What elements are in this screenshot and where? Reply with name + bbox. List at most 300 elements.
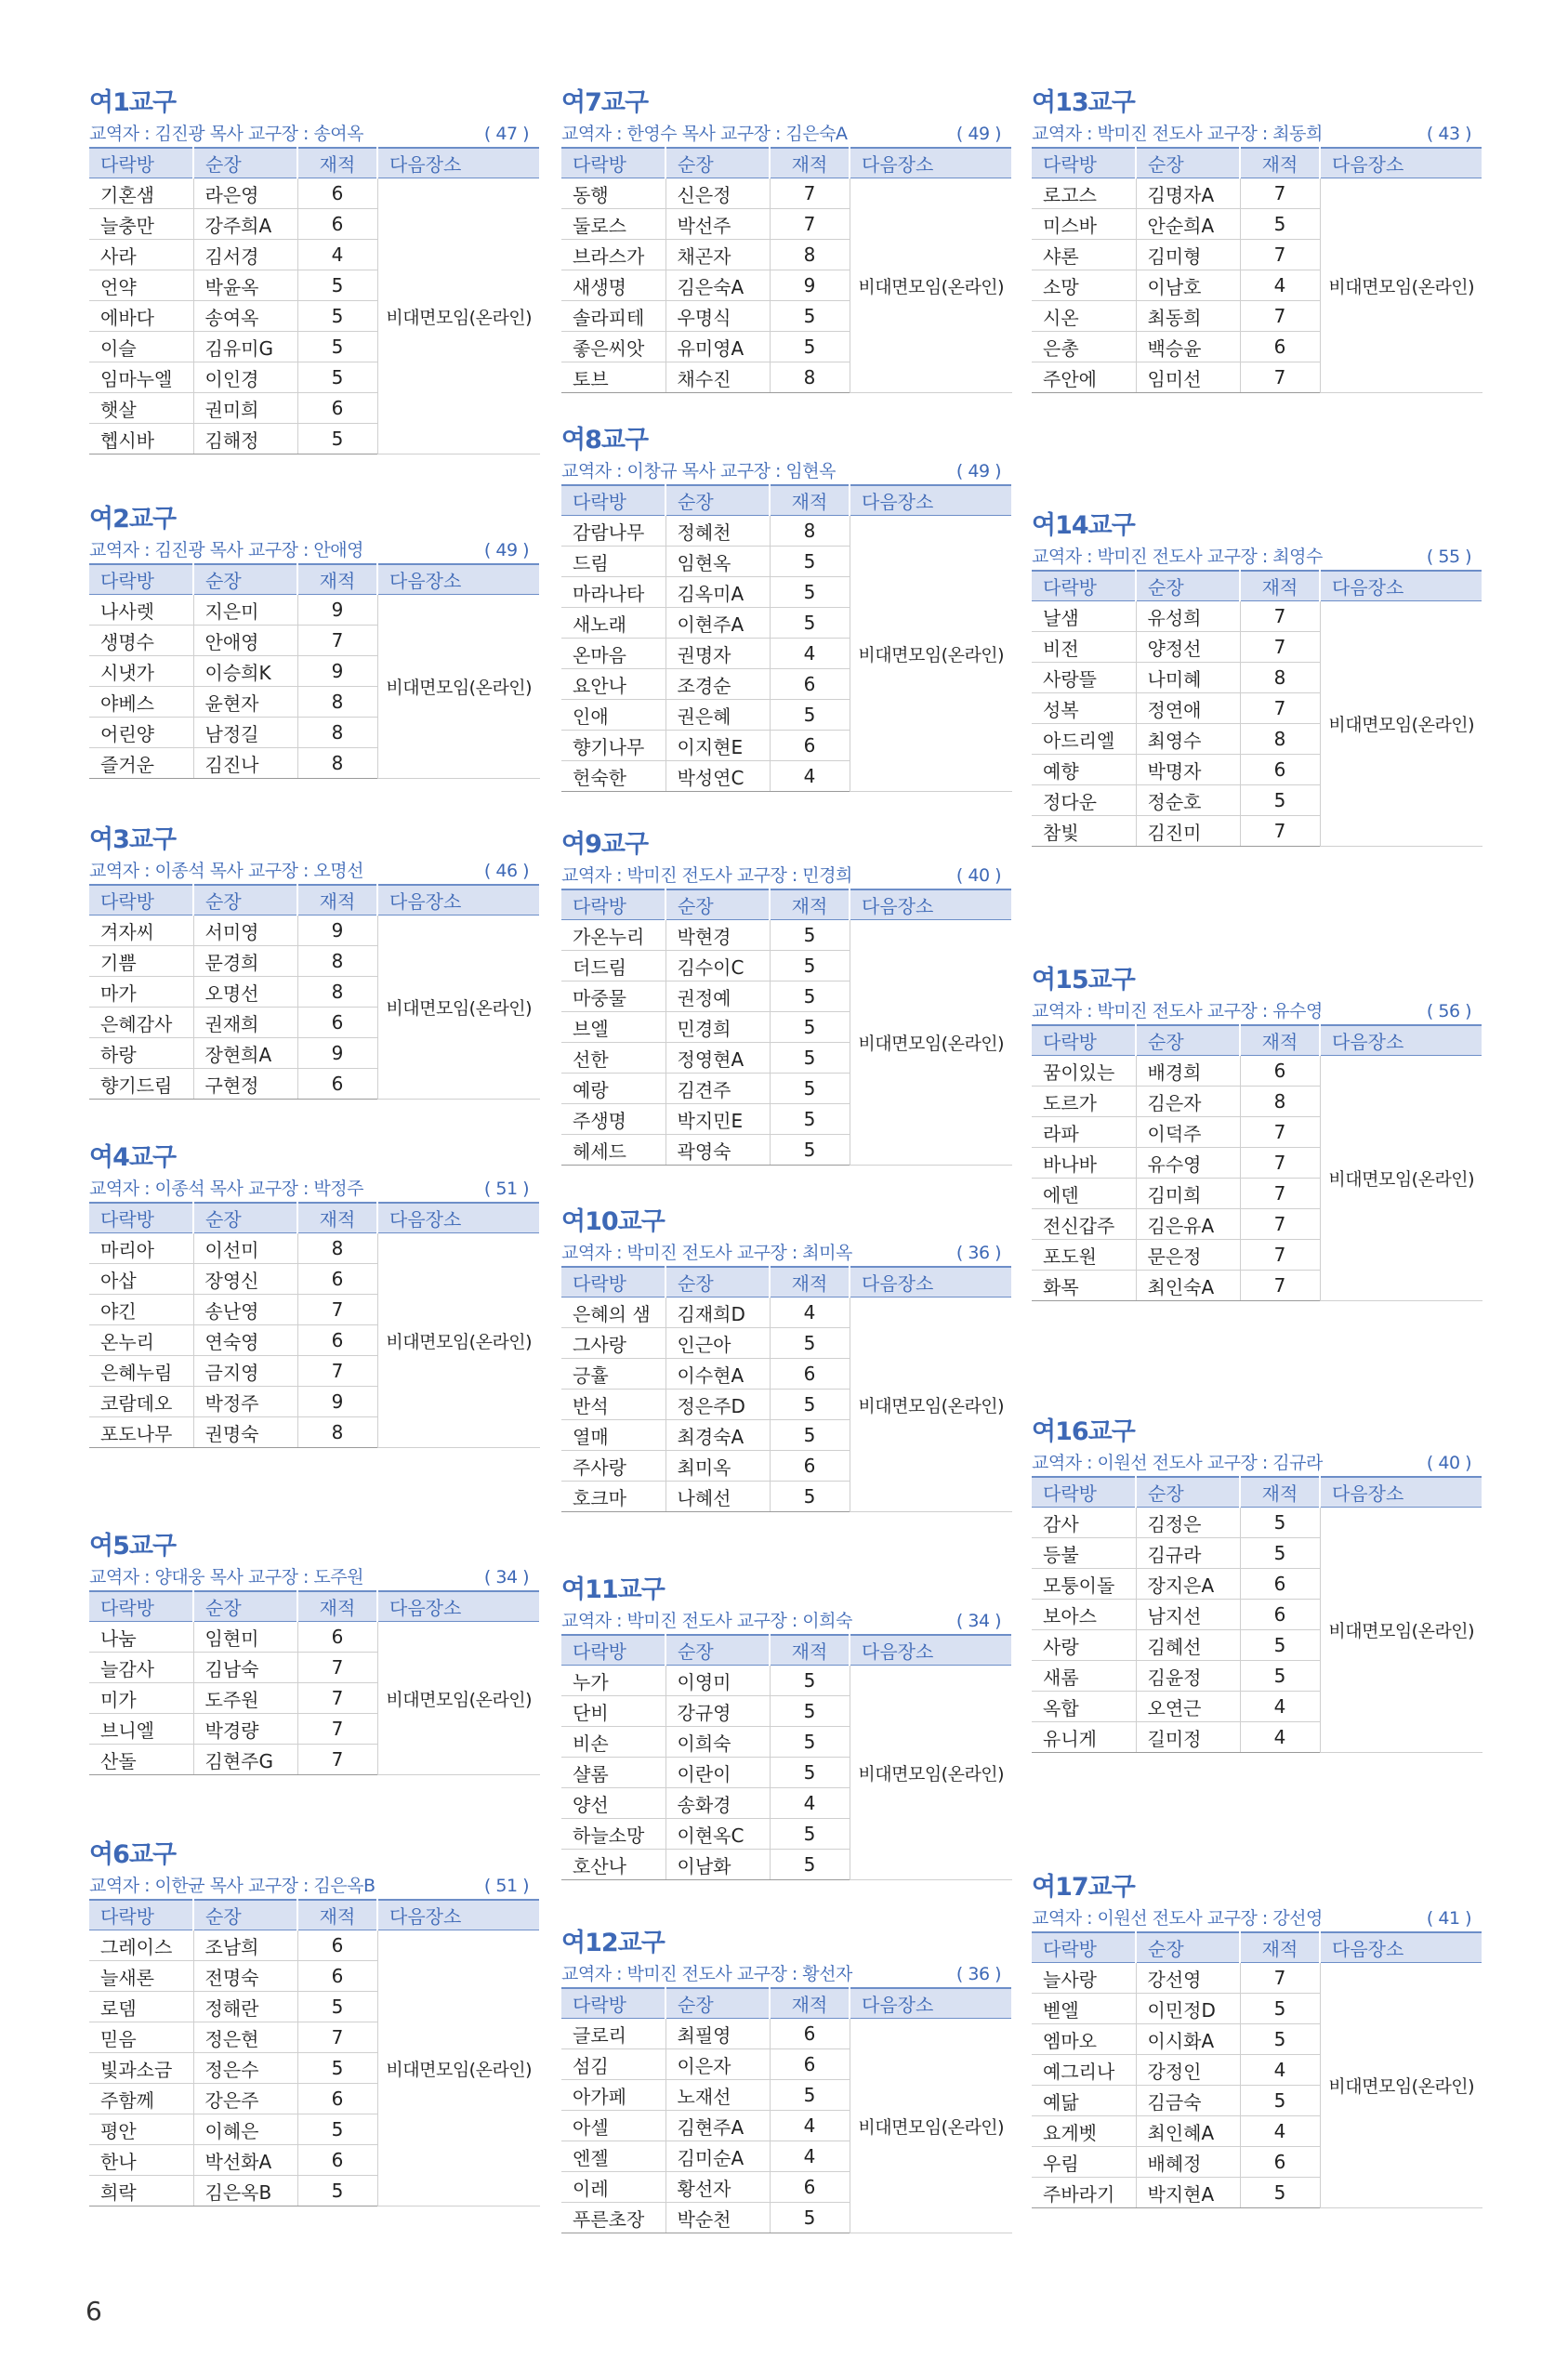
room-name: 브라스가 <box>561 240 665 270</box>
header-leader: 순장 <box>193 1900 297 1930</box>
enrolled-count: 6 <box>1240 2147 1320 2178</box>
room-name: 양선 <box>561 1788 665 1819</box>
district-staff-text: 교역자 : 박미진 전도사 교구장 : 황선자 <box>561 1964 852 1984</box>
enrolled-count: 6 <box>297 2145 377 2176</box>
room-name: 둘로스 <box>561 209 665 240</box>
enrolled-count: 5 <box>297 424 377 454</box>
leader-name: 이현주A <box>665 608 770 639</box>
leader-name: 김미순A <box>665 2141 770 2172</box>
room-name: 드림 <box>561 547 665 577</box>
district-table <box>561 1634 1013 1880</box>
header-place: 다음장소 <box>850 1635 1012 1666</box>
enrolled-count: 5 <box>770 1758 850 1788</box>
next-meeting-place: 비대면모임(온라인) <box>377 916 540 1100</box>
district-table <box>561 889 1013 1166</box>
leader-name: 최인숙A <box>1136 1271 1240 1301</box>
leader-name: 이덕주 <box>1136 1117 1240 1148</box>
leader-name: 김진미 <box>1136 816 1240 847</box>
district-staff <box>1032 998 1482 1024</box>
leader-name: 오명선 <box>193 977 297 1008</box>
room-name: 마중물 <box>561 981 665 1012</box>
enrolled-count: 9 <box>297 595 377 626</box>
table-row <box>561 1298 1012 1328</box>
table-header-row <box>89 148 540 178</box>
leader-name: 금지영 <box>193 1356 297 1387</box>
header-place: 다음장소 <box>850 889 1012 920</box>
district-member-count: ( 46 ) <box>483 861 529 881</box>
district-member-count: ( 51 ) <box>483 1179 529 1199</box>
room-name: 감사 <box>1032 1508 1136 1538</box>
room-name: 즐거운 <box>89 748 193 779</box>
enrolled-count: 6 <box>1240 1569 1320 1600</box>
district-block <box>561 1205 1012 1512</box>
leader-name: 남지선 <box>1136 1600 1240 1630</box>
room-name: 햇살 <box>89 393 193 424</box>
header-leader: 순장 <box>193 1203 297 1233</box>
header-place: 다음장소 <box>850 1267 1012 1298</box>
enrolled-count: 5 <box>297 362 377 393</box>
room-name: 야긴 <box>89 1295 193 1325</box>
leader-name: 황선자 <box>665 2172 770 2203</box>
enrolled-count: 5 <box>1240 1508 1320 1538</box>
district-staff-text: 교역자 : 한영수 목사 교구장 : 김은숙A <box>561 124 848 144</box>
table-row <box>561 920 1012 951</box>
enrolled-count: 7 <box>1240 1240 1320 1271</box>
leader-name: 김은숙A <box>665 270 770 301</box>
header-place: 다음장소 <box>850 485 1012 516</box>
header-place: 다음장소 <box>850 1988 1012 2019</box>
table-row <box>89 1622 540 1653</box>
next-meeting-place: 비대면모임(온라인) <box>377 178 540 454</box>
district-title: 여8교구 <box>561 426 649 454</box>
room-name: 요안나 <box>561 669 665 700</box>
table-row <box>561 1666 1012 1696</box>
header-room: 다락방 <box>1032 1477 1136 1508</box>
room-name: 라파 <box>1032 1117 1136 1148</box>
district-member-count: ( 34 ) <box>955 1611 1001 1631</box>
room-name: 브엘 <box>561 1012 665 1043</box>
leader-name: 전명숙 <box>193 1961 297 1992</box>
enrolled-count: 6 <box>297 1264 377 1295</box>
enrolled-count: 4 <box>770 1298 850 1328</box>
district-member-count: ( 49 ) <box>483 540 529 560</box>
district-member-count: ( 49 ) <box>955 461 1001 481</box>
district-staff <box>561 1240 1012 1266</box>
header-place: 다음장소 <box>1320 571 1482 601</box>
enrolled-count: 5 <box>1240 1630 1320 1661</box>
enrolled-count: 6 <box>297 1008 377 1038</box>
district-table <box>89 884 541 1100</box>
header-room: 다락방 <box>89 1203 193 1233</box>
leader-name: 이지현E <box>665 731 770 761</box>
header-leader: 순장 <box>665 148 770 178</box>
enrolled-count: 6 <box>770 2172 850 2203</box>
room-name: 어린양 <box>89 718 193 748</box>
leader-name: 김수이C <box>665 951 770 981</box>
header-count: 재적 <box>297 1203 377 1233</box>
leader-name: 노재선 <box>665 2080 770 2111</box>
enrolled-count: 5 <box>770 577 850 608</box>
leader-name: 오연근 <box>1136 1692 1240 1722</box>
enrolled-count: 5 <box>1240 1994 1320 2024</box>
table-row <box>89 178 540 209</box>
table-row <box>561 2019 1012 2049</box>
district-staff <box>1032 1450 1482 1476</box>
enrolled-count: 5 <box>297 2114 377 2145</box>
enrolled-count: 5 <box>297 270 377 301</box>
enrolled-count: 7 <box>297 626 377 656</box>
leader-name: 박현경 <box>665 920 770 951</box>
room-name: 벧엘 <box>1032 1994 1136 2024</box>
header-place: 다음장소 <box>1320 1932 1482 1963</box>
district-member-count: ( 55 ) <box>1426 547 1471 567</box>
next-meeting-place: 비대면모임(온라인) <box>850 1298 1012 1512</box>
next-meeting-place: 비대면모임(온라인) <box>1320 1963 1482 2208</box>
table-row <box>1032 1056 1482 1087</box>
enrolled-count: 8 <box>770 240 850 270</box>
district-block <box>1032 963 1482 1301</box>
leader-name: 조경순 <box>665 669 770 700</box>
district-block <box>561 827 1012 1166</box>
header-count: 재적 <box>297 564 377 595</box>
leader-name: 구현정 <box>193 1069 297 1100</box>
enrolled-count: 5 <box>770 1012 850 1043</box>
leader-name: 이은자 <box>665 2049 770 2080</box>
leader-name: 박명자 <box>1136 755 1240 785</box>
enrolled-count: 5 <box>770 920 850 951</box>
leader-name: 권미희 <box>193 393 297 424</box>
table-header-row <box>561 485 1012 516</box>
enrolled-count: 5 <box>770 1074 850 1104</box>
enrolled-count: 4 <box>770 761 850 792</box>
room-name: 언약 <box>89 270 193 301</box>
enrolled-count: 8 <box>297 1417 377 1448</box>
room-name: 인애 <box>561 700 665 731</box>
room-name: 호산나 <box>561 1850 665 1880</box>
table-header-row <box>561 889 1012 920</box>
table-header-row <box>561 1267 1012 1298</box>
enrolled-count: 7 <box>1240 178 1320 209</box>
header-leader: 순장 <box>1136 1025 1240 1056</box>
leader-name: 장지은A <box>1136 1569 1240 1600</box>
header-place: 다음장소 <box>377 885 540 916</box>
district-staff-text: 교역자 : 박미진 전도사 교구장 : 최미옥 <box>561 1243 852 1263</box>
district-title: 여9교구 <box>561 830 649 859</box>
room-name: 열매 <box>561 1420 665 1451</box>
enrolled-count: 7 <box>297 1745 377 1775</box>
header-count: 재적 <box>297 148 377 178</box>
district-block <box>561 1926 1012 2233</box>
leader-name: 지은미 <box>193 595 297 626</box>
enrolled-count: 7 <box>1240 601 1320 632</box>
enrolled-count: 4 <box>1240 1722 1320 1753</box>
enrolled-count: 5 <box>770 1727 850 1758</box>
page-number: 6 <box>86 2296 102 2326</box>
leader-name: 길미정 <box>1136 1722 1240 1753</box>
room-name: 로고스 <box>1032 178 1136 209</box>
header-room: 다락방 <box>561 1267 665 1298</box>
room-name: 단비 <box>561 1696 665 1727</box>
header-leader: 순장 <box>193 1591 297 1622</box>
enrolled-count: 4 <box>770 2111 850 2141</box>
enrolled-count: 5 <box>770 700 850 731</box>
leader-name: 강선영 <box>1136 1963 1240 1994</box>
room-name: 유니게 <box>1032 1722 1136 1753</box>
room-name: 보아스 <box>1032 1600 1136 1630</box>
leader-name: 송화경 <box>665 1788 770 1819</box>
enrolled-count: 6 <box>297 1930 377 1961</box>
district-staff-text: 교역자 : 이창규 목사 교구장 : 임현옥 <box>561 461 836 481</box>
header-leader: 순장 <box>1136 571 1240 601</box>
enrolled-count: 5 <box>1240 2178 1320 2208</box>
district-title: 여4교구 <box>89 1143 177 1172</box>
header-count: 재적 <box>297 1900 377 1930</box>
district-title: 여13교구 <box>1032 88 1135 117</box>
enrolled-count: 7 <box>297 1653 377 1683</box>
enrolled-count: 6 <box>297 1961 377 1992</box>
room-name: 늘사랑 <box>1032 1963 1136 1994</box>
table-row <box>89 1930 540 1961</box>
table-row <box>1032 178 1482 209</box>
leader-name: 김규라 <box>1136 1538 1240 1569</box>
room-name: 반석 <box>561 1390 665 1420</box>
next-meeting-place: 비대면모임(온라인) <box>377 1233 540 1448</box>
room-name: 시냇가 <box>89 656 193 687</box>
room-name: 기쁨 <box>89 946 193 977</box>
room-name: 로뎀 <box>89 1992 193 2022</box>
district-title: 여3교구 <box>89 825 177 854</box>
header-room: 다락방 <box>89 885 193 916</box>
leader-name: 김정은 <box>1136 1508 1240 1538</box>
room-name: 주안에 <box>1032 362 1136 393</box>
leader-name: 김명자A <box>1136 178 1240 209</box>
room-name: 생명수 <box>89 626 193 656</box>
enrolled-count: 7 <box>297 2022 377 2053</box>
room-name: 에덴 <box>1032 1179 1136 1209</box>
room-name: 믿음 <box>89 2022 193 2053</box>
enrolled-count: 7 <box>297 1295 377 1325</box>
district-table <box>561 147 1013 393</box>
leader-name: 최미옥 <box>665 1451 770 1482</box>
leader-name: 강규영 <box>665 1696 770 1727</box>
header-count: 재적 <box>770 485 850 516</box>
leader-name: 김남숙 <box>193 1653 297 1683</box>
leader-name: 박순천 <box>665 2203 770 2233</box>
district-staff-text: 교역자 : 박미진 전도사 교구장 : 유수영 <box>1032 1001 1323 1021</box>
room-name: 우림 <box>1032 2147 1136 2178</box>
room-name: 늘충만 <box>89 209 193 240</box>
leader-name: 신은정 <box>665 178 770 209</box>
district-title: 여2교구 <box>89 505 177 534</box>
leader-name: 정순호 <box>1136 785 1240 816</box>
leader-name: 우명식 <box>665 301 770 332</box>
next-meeting-place: 비대면모임(온라인) <box>850 920 1012 1166</box>
enrolled-count: 6 <box>297 1069 377 1100</box>
room-name: 평안 <box>89 2114 193 2145</box>
enrolled-count: 5 <box>770 547 850 577</box>
leader-name: 김은옥B <box>193 2176 297 2207</box>
room-name: 아드리엘 <box>1032 724 1136 755</box>
next-meeting-place: 비대면모임(온라인) <box>377 1930 540 2207</box>
district-table <box>561 1987 1013 2233</box>
table-row <box>1032 1508 1482 1538</box>
enrolled-count: 5 <box>1240 1661 1320 1692</box>
table-header-row <box>1032 571 1482 601</box>
district-staff-text: 교역자 : 박미진 전도사 교구장 : 민경희 <box>561 865 852 886</box>
header-count: 재적 <box>1240 1025 1320 1056</box>
next-meeting-place: 비대면모임(온라인) <box>377 1622 540 1775</box>
header-place: 다음장소 <box>377 1203 540 1233</box>
leader-name: 박선주 <box>665 209 770 240</box>
enrolled-count: 5 <box>1240 2086 1320 2116</box>
room-name: 화목 <box>1032 1271 1136 1301</box>
room-name: 동행 <box>561 178 665 209</box>
district-staff <box>89 121 540 147</box>
enrolled-count: 7 <box>1240 693 1320 724</box>
leader-name: 정은수 <box>193 2053 297 2084</box>
room-name: 향기나무 <box>561 731 665 761</box>
room-name: 은혜감사 <box>89 1008 193 1038</box>
enrolled-count: 5 <box>770 301 850 332</box>
leader-name: 이희숙 <box>665 1727 770 1758</box>
leader-name: 정연애 <box>1136 693 1240 724</box>
enrolled-count: 6 <box>770 2019 850 2049</box>
room-name: 겨자씨 <box>89 916 193 946</box>
room-name: 마리아 <box>89 1233 193 1264</box>
header-room: 다락방 <box>1032 571 1136 601</box>
leader-name: 서미영 <box>193 916 297 946</box>
room-name: 임마누엘 <box>89 362 193 393</box>
enrolled-count: 4 <box>1240 270 1320 301</box>
district-staff <box>561 458 1012 484</box>
header-place: 다음장소 <box>1320 1025 1482 1056</box>
leader-name: 강은주 <box>193 2084 297 2114</box>
room-name: 좋은씨앗 <box>561 332 665 362</box>
leader-name: 도주원 <box>193 1683 297 1714</box>
leader-name: 인근아 <box>665 1328 770 1359</box>
enrolled-count: 5 <box>770 1819 850 1850</box>
leader-name: 장영신 <box>193 1264 297 1295</box>
district-table <box>1032 147 1483 393</box>
enrolled-count: 4 <box>297 240 377 270</box>
enrolled-count: 5 <box>297 1992 377 2022</box>
room-name: 은혜의 샘 <box>561 1298 665 1328</box>
header-room: 다락방 <box>561 1635 665 1666</box>
table-header-row <box>1032 1932 1482 1963</box>
enrolled-count: 7 <box>1240 1117 1320 1148</box>
enrolled-count: 4 <box>1240 2055 1320 2086</box>
leader-name: 권명자 <box>665 639 770 669</box>
header-count: 재적 <box>770 1267 850 1298</box>
room-name: 포도나무 <box>89 1417 193 1448</box>
header-room: 다락방 <box>89 1900 193 1930</box>
header-count: 재적 <box>1240 571 1320 601</box>
district-block <box>1032 1415 1482 1753</box>
enrolled-count: 5 <box>297 2053 377 2084</box>
header-count: 재적 <box>1240 1477 1320 1508</box>
district-title: 여15교구 <box>1032 966 1135 995</box>
header-count: 재적 <box>297 1591 377 1622</box>
header-leader: 순장 <box>665 485 770 516</box>
header-room: 다락방 <box>561 889 665 920</box>
district-staff-text: 교역자 : 이종석 목사 교구장 : 오명선 <box>89 861 363 881</box>
enrolled-count: 7 <box>1240 1209 1320 1240</box>
district-staff-text: 교역자 : 박미진 전도사 교구장 : 최영수 <box>1032 547 1323 567</box>
room-name: 나사렛 <box>89 595 193 626</box>
leader-name: 이영미 <box>665 1666 770 1696</box>
room-name: 늘새론 <box>89 1961 193 1992</box>
enrolled-count: 6 <box>1240 332 1320 362</box>
leader-name: 김미형 <box>1136 240 1240 270</box>
room-name: 헌숙한 <box>561 761 665 792</box>
leader-name: 유수영 <box>1136 1148 1240 1179</box>
leader-name: 문경희 <box>193 946 297 977</box>
room-name: 주함께 <box>89 2084 193 2114</box>
district-staff-text: 교역자 : 이종석 목사 교구장 : 박정주 <box>89 1179 363 1199</box>
room-name: 예향 <box>1032 755 1136 785</box>
enrolled-count: 4 <box>770 639 850 669</box>
enrolled-count: 5 <box>770 2203 850 2233</box>
header-leader: 순장 <box>665 1988 770 2019</box>
enrolled-count: 7 <box>1240 1148 1320 1179</box>
leader-name: 김견주 <box>665 1074 770 1104</box>
header-room: 다락방 <box>1032 1025 1136 1056</box>
district-table <box>1032 1476 1483 1753</box>
enrolled-count: 5 <box>1240 1538 1320 1569</box>
header-room: 다락방 <box>89 148 193 178</box>
district-member-count: ( 40 ) <box>955 865 1001 886</box>
enrolled-count: 9 <box>297 656 377 687</box>
leader-name: 박윤옥 <box>193 270 297 301</box>
room-name: 포도원 <box>1032 1240 1136 1271</box>
header-leader: 순장 <box>1136 1477 1240 1508</box>
header-count: 재적 <box>770 148 850 178</box>
enrolled-count: 7 <box>297 1714 377 1745</box>
leader-name: 권은혜 <box>665 700 770 731</box>
leader-name: 권명숙 <box>193 1417 297 1448</box>
next-meeting-place: 비대면모임(온라인) <box>850 178 1012 393</box>
leader-name: 나혜선 <box>665 1482 770 1512</box>
district-staff-text: 교역자 : 양대웅 목사 교구장 : 도주원 <box>89 1567 363 1587</box>
header-leader: 순장 <box>193 148 297 178</box>
leader-name: 이민정D <box>1136 1994 1240 2024</box>
enrolled-count: 7 <box>770 209 850 240</box>
leader-name: 임현미 <box>193 1622 297 1653</box>
leader-name: 백승윤 <box>1136 332 1240 362</box>
leader-name: 최인혜A <box>1136 2116 1240 2147</box>
leader-name: 배경희 <box>1136 1056 1240 1087</box>
leader-name: 나미혜 <box>1136 663 1240 693</box>
room-name: 엔젤 <box>561 2141 665 2172</box>
room-name: 예그리나 <box>1032 2055 1136 2086</box>
leader-name: 조남희 <box>193 1930 297 1961</box>
leader-name: 안애영 <box>193 626 297 656</box>
room-name: 호크마 <box>561 1482 665 1512</box>
enrolled-count: 5 <box>770 1043 850 1074</box>
district-member-count: ( 41 ) <box>1426 1908 1471 1929</box>
enrolled-count: 5 <box>297 301 377 332</box>
leader-name: 김은유A <box>1136 1209 1240 1240</box>
room-name: 야베스 <box>89 687 193 718</box>
next-meeting-place: 비대면모임(온라인) <box>1320 601 1482 847</box>
district-staff <box>1032 1905 1482 1931</box>
enrolled-count: 5 <box>770 1696 850 1727</box>
room-name: 새노래 <box>561 608 665 639</box>
enrolled-count: 5 <box>770 981 850 1012</box>
room-name: 산돌 <box>89 1745 193 1775</box>
district-table <box>89 1202 541 1448</box>
room-name: 헵시바 <box>89 424 193 454</box>
